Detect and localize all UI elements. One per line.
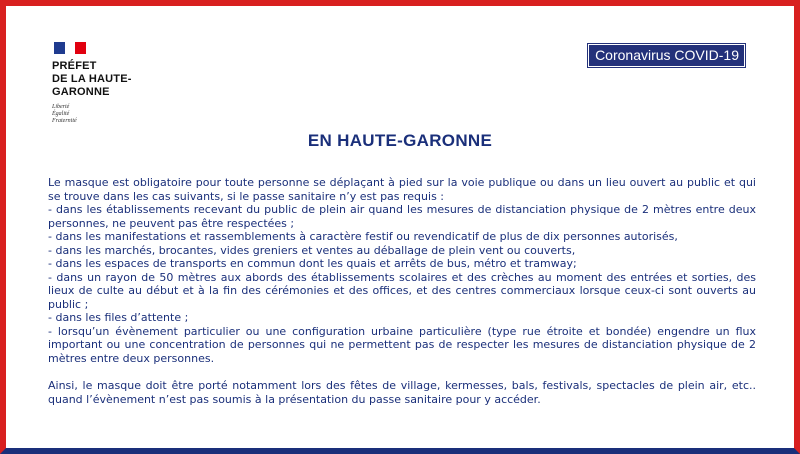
- republic-motto: [52, 104, 162, 125]
- list-item: - dans les établissements recevant du public de plein air quand les mesures de distanciation physique de 2 mètres entre deux personnes, ne peuvent pas être respectées ;: [48, 203, 756, 230]
- marianne-flag-icon: [54, 42, 86, 54]
- covid-badge: Coronavirus COVID-19: [588, 44, 745, 67]
- prefecture-logo: [52, 42, 162, 125]
- list-item: - dans les manifestations et rassemblements à caractère festif ou revendicatif de plus de dix personnes autorisés,: [48, 230, 678, 243]
- list-item: - dans les espaces de transports en commun dont les quais et arrêts de bus, métro et tramway;: [48, 257, 577, 270]
- page-title: EN HAUTE-GARONNE: [307, 131, 493, 150]
- announcement-body: [48, 176, 756, 406]
- prefecture-name-line: DE LA HAUTE-: [52, 73, 132, 85]
- prefecture-name-line: PRÉFET: [52, 60, 97, 72]
- list-item: - dans un rayon de 50 mètres aux abords des établissements scolaires et des crèches au moment des entrées et sorties, des lieux de culte au début et à la fin des cérémonies et des offices, et des centres commerciaux lorsque ceux-ci sont ouverts au public ;: [48, 270, 756, 311]
- list-item: - lorsqu’un évènement particulier ou une configuration urbaine particulière (type rue étroite et bondée) engendre un flux important ou une concentration de personnes qui ne permettent pas de respecter les mesures de distanciation physique de 2 mètres entre deux personnes.: [48, 324, 756, 365]
- motto-line: Liberté: [52, 104, 70, 110]
- list-item: - dans les marchés, brocantes, vides greniers et ventes au déballage de plein vent ou couverts,: [48, 243, 576, 257]
- intro-paragraph: Le masque est obligatoire pour toute personne se déplaçant à pied sur la voie publique ou dans un lieu ouvert au public et qui se trouve dans les cas suivants, si le passe sanitaire n’y est pas requis :: [48, 176, 756, 203]
- list-item: - dans les files d’attente ;: [48, 311, 189, 324]
- motto-line: Fraternité: [52, 118, 77, 124]
- conclusion-paragraph: Ainsi, le masque doit être porté notamment lors des fêtes de village, kermesses, bals, festivals, spectacles de plein air, etc.. quand l’évènement n’est pas soumis à la présentation du passe sanitaire pour y accéder.: [48, 379, 756, 406]
- prefecture-name: [52, 60, 162, 99]
- motto-line: Égalité: [52, 111, 70, 117]
- prefecture-name-line: GARONNE: [52, 86, 110, 98]
